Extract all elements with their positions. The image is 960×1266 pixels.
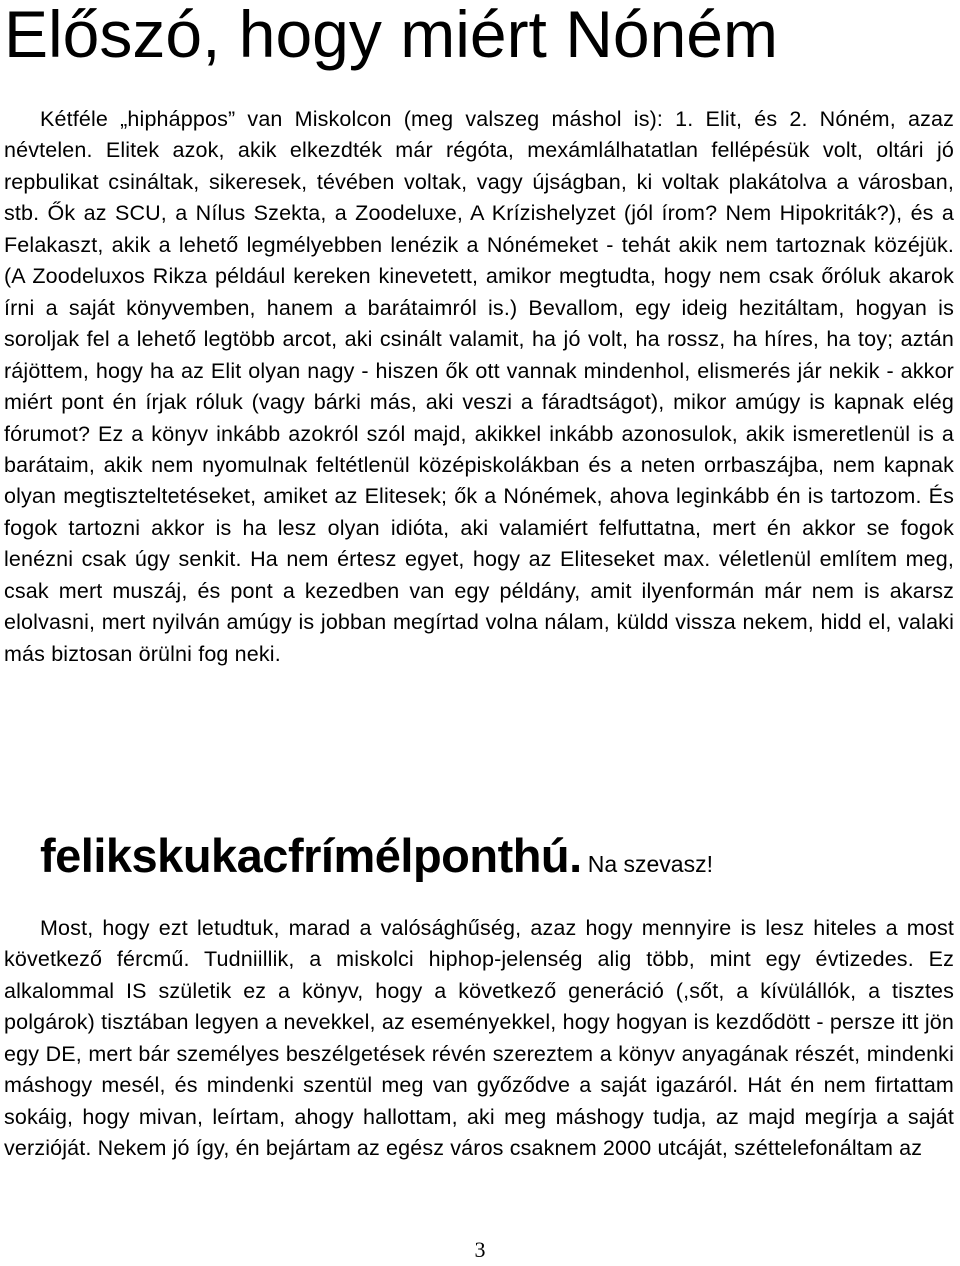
signature-line [40,828,713,892]
page-number: 3 [474,1237,486,1262]
page-title: Előszó, hogy miért Nóném [4,0,778,71]
body-paragraph-1: Kétféle „hipháppos” van Miskolcon (meg valszeg máshol is): 1. Elit, és 2. Nóném, azaz névtelen. Elitek azok, akik elkezdték már régóta, mexámlálhatatlan fellépésük volt, oltári jó repbulikat csináltak, sikeresek, tévében voltak, vagy újságban, ki voltak plakátolva a városban, stb. Ők az SCU, a Nílus Szekta, a Zoodeluxe, A Krízishelyzet (jól írom? Nem Hipokriták?), és a Felakaszt, akik a lehető legmélyebben lenézik a Nónémeket - tehát akik nem tartoznak közéjük. (A Zoodeluxos Rikza például kereken kinevetett, amikor megtudta, hogy nem csak őróluk akarok írni a saját könyvemben, hanem a barátaimról is.) Bevallom, egy ideig hezitáltam, hogyan is soroljak fel a lehető legtöbb arcot, aki csinált valamit, ha jó volt, ha rossz, ha híres, ha toy; aztán rájöttem, hogy ha az Elit olyan nagy - hiszen ők ott vannak mindenhol, elismerés jár nekik - akkor miért pont én írjak róluk (vagy bárki más, aki veszi a fáradtságot), mikor amúgy is kapnak elég fórumot? Ez a könyv inkább azokról szól majd, akikkel inkább azonosulok, akik ismeretlenül is a barátaim, akik nem nyomulnak feltétlenül középiskolákban és a neten orrbaszájba, nem kapnak olyan megtiszteltetéseket, amiket az Elitesek; ők a Nónémek, ahova leginkább én is tartozom. És fogok tartozni akkor is ha lesz olyan idióta, aki valamiért felfuttatna, mert én akkor se fogok lenézni csak úgy senkit. Ha nem értesz egyet, hogy az Eliteseket max. véletlenül említem meg, csak mert muszáj, és pont a kezedben van egy példány, amit ilyenformán már nem is akarsz elolvasni, mert nyilván amúgy is jobban megírtad volna nálam, küldd vissza nekem, hidd el, valaki más biztosan örülni fog neki. [4,107,954,666]
signature-greeting: Na szevasz! [587,851,713,877]
signature-name: felikskukacfrímélponthú. [40,829,582,882]
body-paragraph-2: Most, hogy ezt letudtuk, marad a valósághűség, azaz hogy mennyire is lesz hiteles a most következő fércmű. Tudniillik, a miskolci hiphop-jelenség alig több, mint egy évtizedes. Ez alkalommal IS születik ez a könyv, hogy a következő generáció (,sőt, a kívülállók, a tisztes polgárok) tisztában legyen a nevekkel, az eseményekkel, hogy hogyan is kezdődött - persze itt jön egy DE, mert bár személyes beszélgetések révén szereztem a könyv anyagának részét, mindenki máshogy mesél, és mindenki szentül meg van győződve a saját igazáról. Hát én nem firtattam sokáig, hogy mivan, leírtam, ahogy hallottam, aki meg máshogy tudja, az majd megírja a saját verzióját. Nekem jó így, én bejártam az egész város csaknem 2000 utcáját, széttelefonáltam az [4,916,954,1161]
